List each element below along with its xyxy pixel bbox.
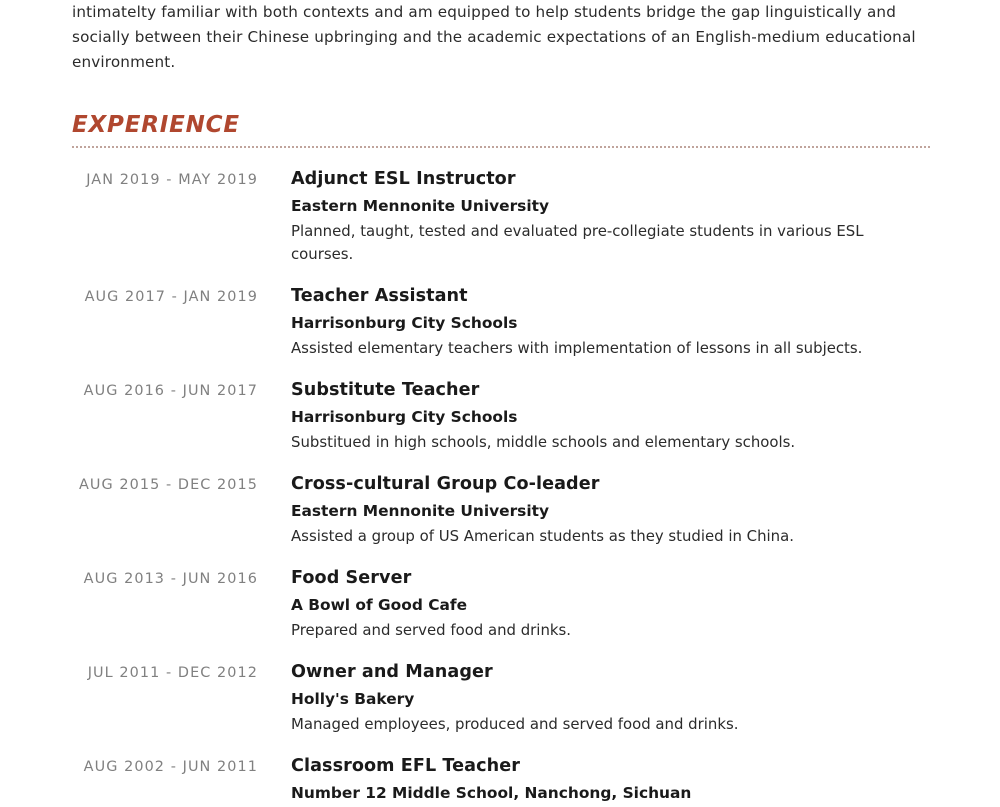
entry-body <box>258 660 930 736</box>
entry-job-title: Teacher Assistant <box>291 286 468 307</box>
entry-date: JAN 2019 - MAY 2019 <box>86 172 258 189</box>
entry-job-title: Food Server <box>291 568 412 589</box>
entry-body <box>258 167 930 266</box>
entry-body <box>258 754 930 807</box>
entry-organization: Holly's Bakery <box>291 690 415 709</box>
entry-date: AUG 2016 - JUN 2017 <box>83 383 258 400</box>
experience-entry-list <box>72 167 930 807</box>
entry-job-title: Substitute Teacher <box>291 380 480 401</box>
entry-date: AUG 2002 - JUN 2011 <box>83 759 258 776</box>
section-heading-experience: EXPERIENCE <box>72 112 240 138</box>
entry-organization: Eastern Mennonite University <box>291 502 550 521</box>
section-divider <box>72 146 930 148</box>
entry-description: Assisted a group of US American students as they studied in China. <box>291 527 794 546</box>
entry-organization: Number 12 Middle School, Nanchong, Sichuan <box>291 784 692 803</box>
entry-date: AUG 2013 - JUN 2016 <box>83 571 258 588</box>
entry-body <box>258 284 930 360</box>
experience-entry <box>72 167 930 266</box>
entry-job-title: Adjunct ESL Instructor <box>291 169 516 190</box>
entry-job-title: Cross-cultural Group Co-leader <box>291 474 600 495</box>
entry-body <box>258 566 930 642</box>
entry-body <box>258 378 930 454</box>
entry-description: Prepared and served food and drinks. <box>291 621 571 640</box>
entry-job-title: Classroom EFL Teacher <box>291 756 520 777</box>
entry-organization: A Bowl of Good Cafe <box>291 596 468 615</box>
entry-date: AUG 2017 - JAN 2019 <box>84 289 258 306</box>
experience-entry <box>72 660 930 736</box>
entry-organization: Harrisonburg City Schools <box>291 408 518 427</box>
entry-description: Substitued in high schools, middle schools and elementary schools. <box>291 433 796 452</box>
entry-organization: Harrisonburg City Schools <box>291 314 518 333</box>
entry-description: Assisted elementary teachers with implementation of lessons in all subjects. <box>291 339 863 358</box>
experience-entry <box>72 566 930 642</box>
entry-date: AUG 2015 - DEC 2015 <box>78 477 258 494</box>
experience-entry <box>72 472 930 548</box>
summary-paragraph: intimatelty familiar with both contexts and am equipped to help students bridge the gap linguistically and socially between their Chinese upbringing and the academic expectations of an English-medium educational environment. <box>72 3 916 71</box>
experience-entry <box>72 284 930 360</box>
entry-description: Managed employees, produced and served food and drinks. <box>291 715 739 734</box>
entry-description: Planned, taught, tested and evaluated pre-collegiate students in various ESL courses. <box>291 222 864 264</box>
entry-body <box>258 472 930 548</box>
experience-entry <box>72 378 930 454</box>
entry-date: JUL 2011 - DEC 2012 <box>87 665 258 682</box>
entry-organization: Eastern Mennonite University <box>291 197 550 216</box>
experience-section <box>72 113 930 807</box>
experience-entry <box>72 754 930 807</box>
entry-job-title: Owner and Manager <box>291 662 493 683</box>
